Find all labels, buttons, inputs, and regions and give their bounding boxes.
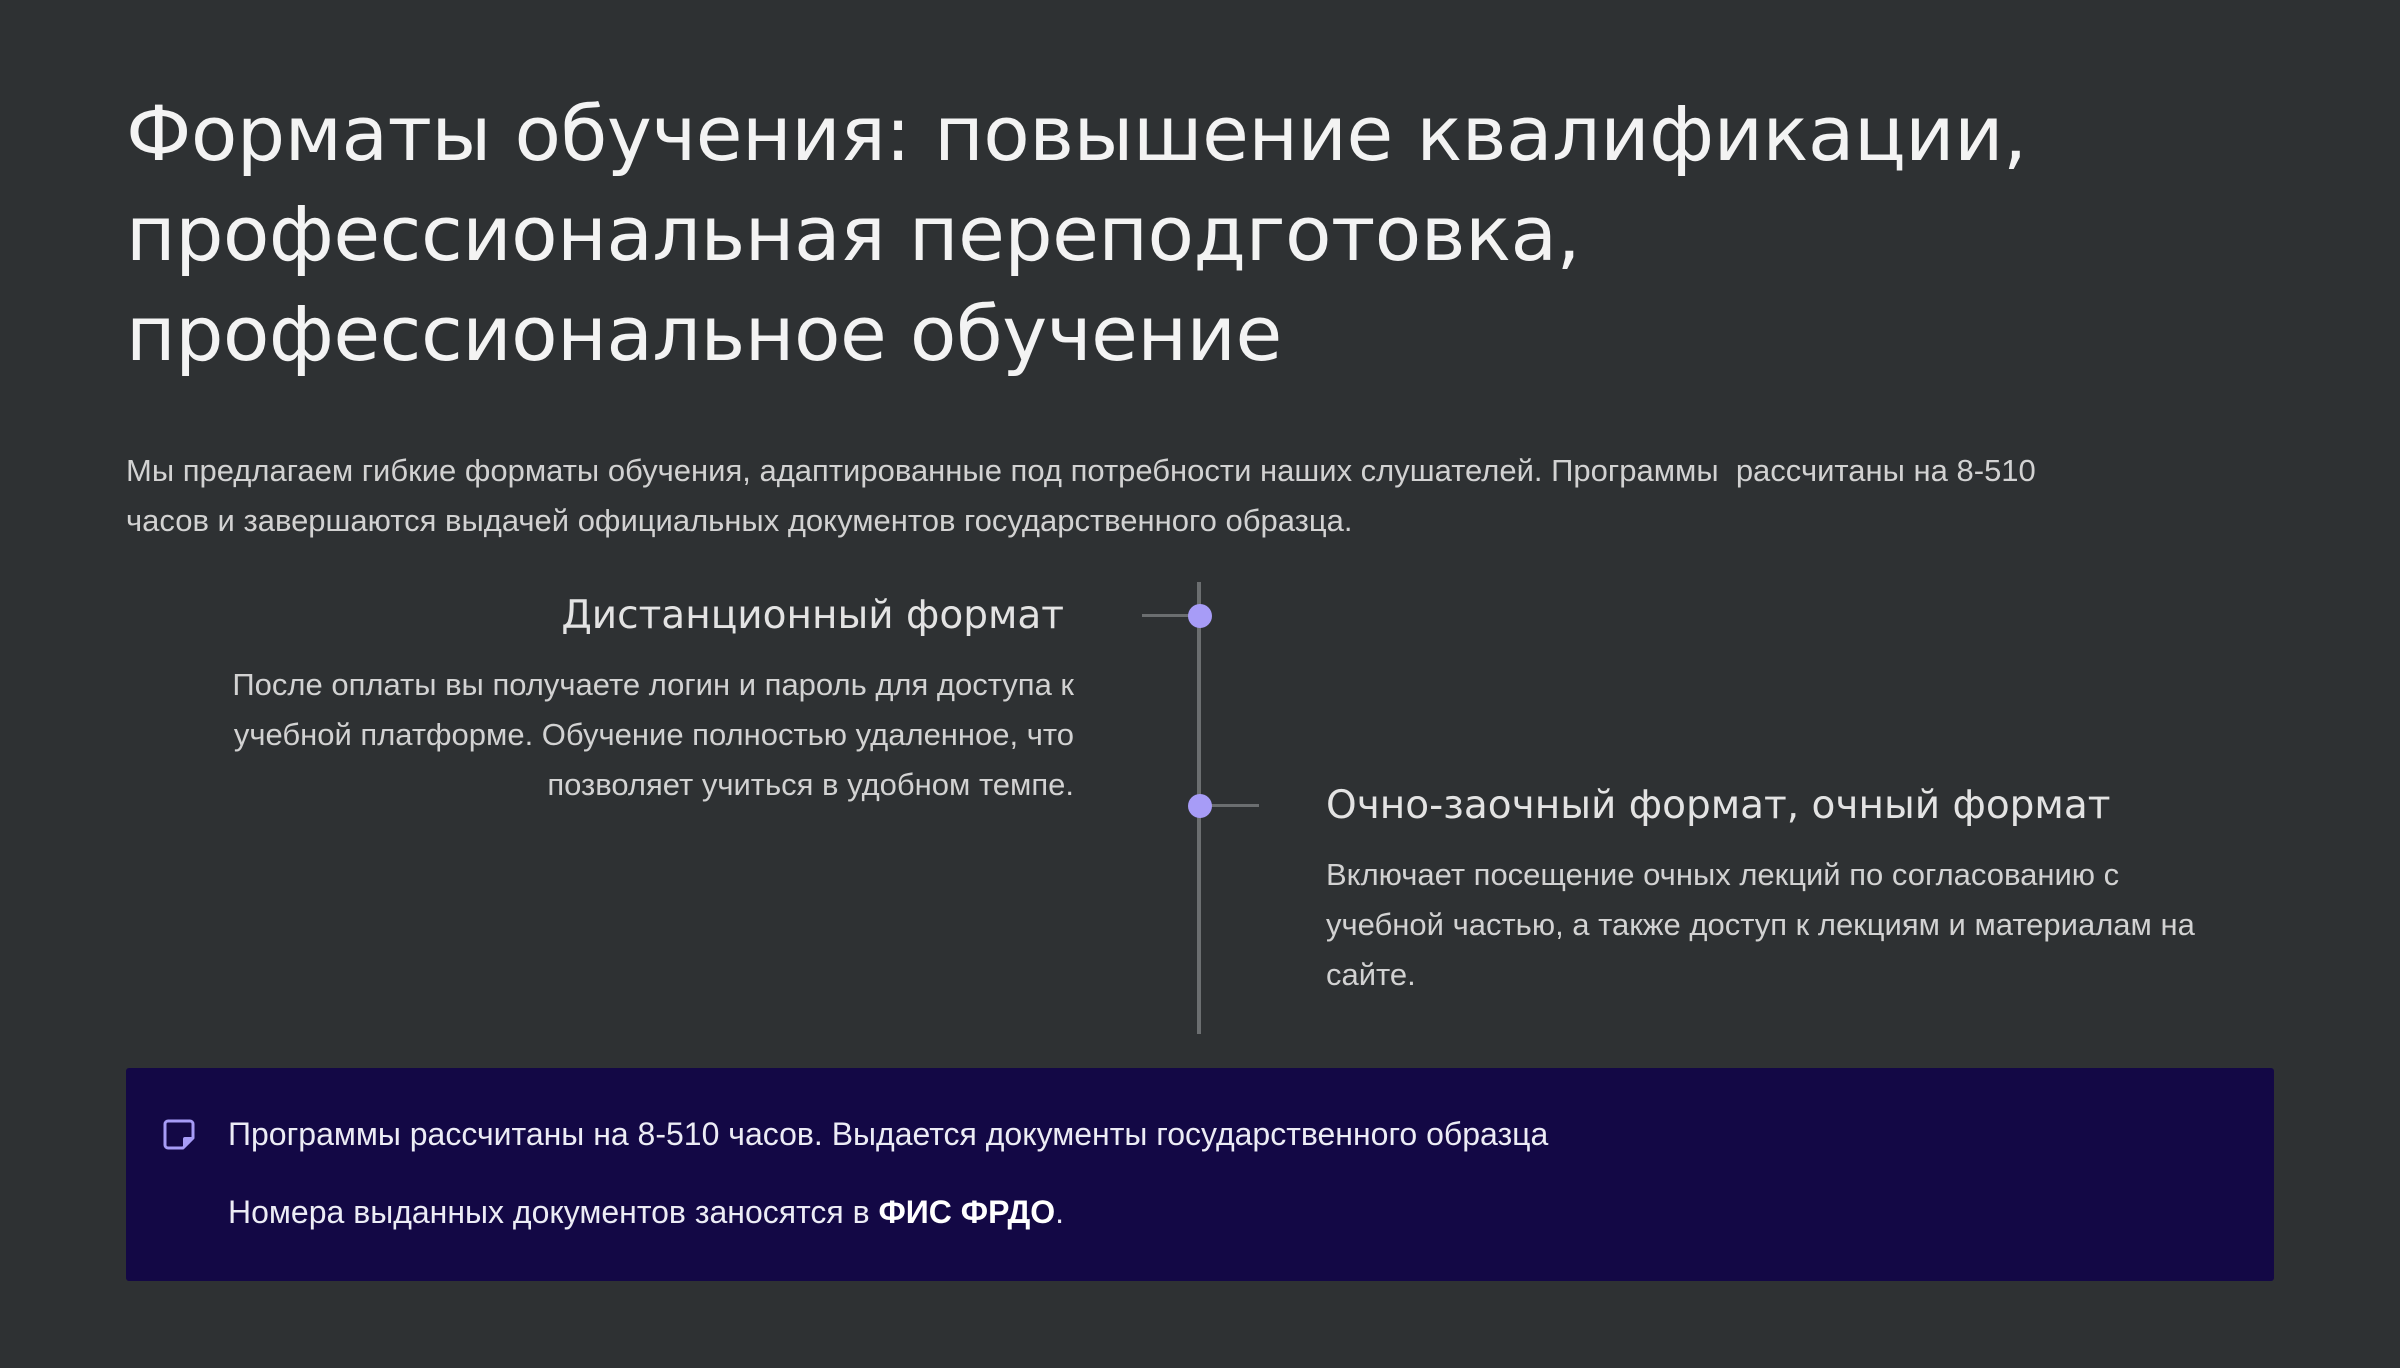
timeline-item-text-distance bbox=[232, 660, 1074, 810]
timeline-item-text-line: сайте. bbox=[1326, 957, 1416, 992]
page-title bbox=[126, 84, 2326, 384]
timeline-item-text-line: учебной частью, а также доступ к лекциям и материалам на bbox=[1326, 907, 2195, 942]
timeline-item-text-line: позволяет учиться в удобном темпе. bbox=[547, 767, 1074, 802]
note-icon bbox=[162, 1117, 196, 1151]
timeline-item-text-line: учебной платформе. Обучение полностью удаленное, что bbox=[233, 717, 1074, 752]
callout-text-bold: ФИС ФРДО bbox=[878, 1194, 1056, 1230]
timeline-item-text-line: Включает посещение очных лекций по согласованию с bbox=[1326, 857, 2120, 892]
title-line-3: профессиональное обучение bbox=[126, 289, 1282, 378]
callout-text-prefix: Номера выданных документов заносятся в bbox=[228, 1194, 879, 1230]
timeline-item-text-line: После оплаты вы получаете логин и пароль для доступа к bbox=[232, 667, 1074, 702]
title-line-2: профессиональная переподготовка, bbox=[126, 189, 1581, 278]
note-callout bbox=[126, 1068, 2274, 1281]
callout-text-line-1: Программы рассчитаны на 8-510 часов. Выдается документы государственного образца bbox=[228, 1116, 1549, 1152]
timeline-item-heading-fulltime: Очно-заочный формат, очный формат bbox=[1326, 783, 2111, 828]
intro-paragraph bbox=[126, 446, 2286, 546]
intro-line-2: часов и завершаются выдачей официальных документов государственного образца. bbox=[126, 503, 1353, 538]
timeline-item-heading-distance: Дистанционный формат bbox=[561, 593, 1064, 638]
timeline-dot-1 bbox=[1188, 604, 1212, 628]
title-line-1: Форматы обучения: повышение квалификации, bbox=[126, 89, 2027, 178]
timeline-item-text-fulltime bbox=[1326, 850, 2195, 1000]
callout-text-suffix: . bbox=[1055, 1194, 1065, 1230]
timeline-dot-2 bbox=[1188, 794, 1212, 818]
callout-text-line-2 bbox=[228, 1187, 1064, 1237]
intro-line-1: Мы предлагаем гибкие форматы обучения, адаптированные под потребности наших слушателей. Программы рассчитаны на 8-510 bbox=[126, 453, 2036, 488]
